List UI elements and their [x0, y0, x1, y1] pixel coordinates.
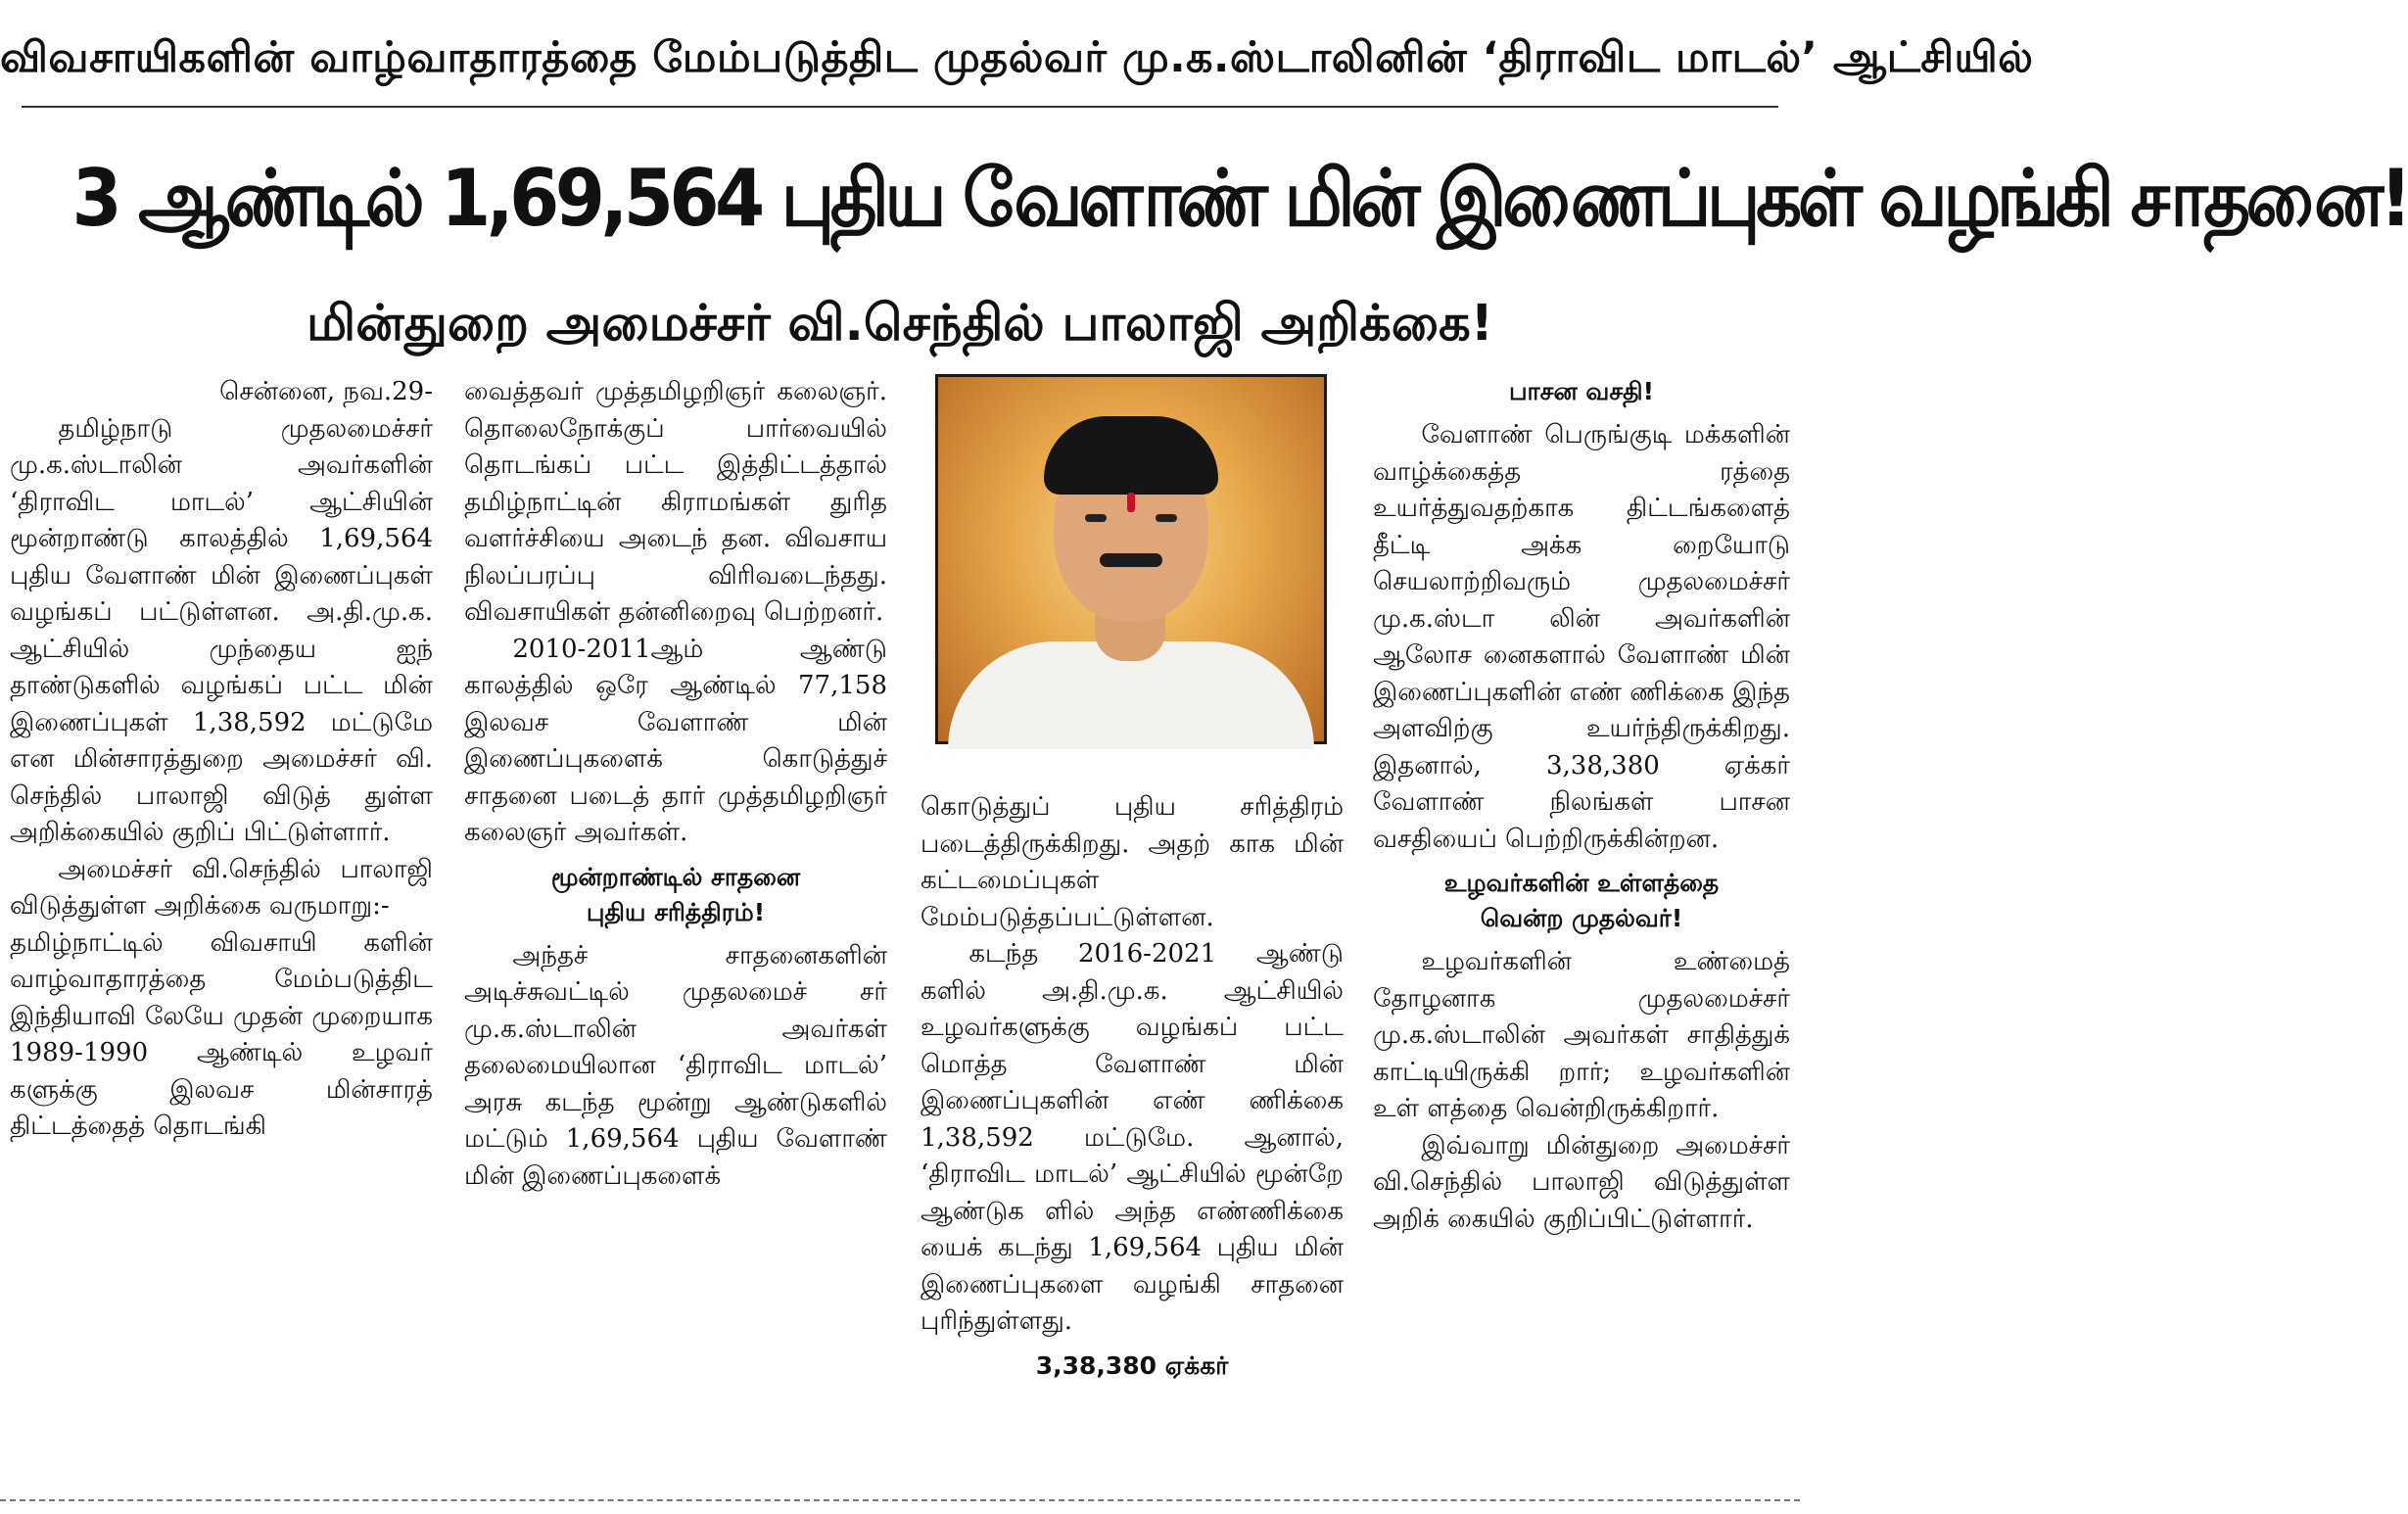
photo-hair: [1044, 416, 1218, 495]
paragraph: தமிழ்நாடு முதலமைச்சர் மு.க.ஸ்டாலின் அவர்களின் ‘திராவிட மாடல்’ ஆட்சியின் மூன்றாண்டு காலத்தில் 1,69,564 புதிய வேளாண் மின் இணைப்புகள் வழங்கப் பட்டுள்ளன. அ.தி.மு.க. ஆட்சியில் முந்தைய ஐந் தாண்டுகளில் வழங்கப் பட்ட மின் இணைப்புகள் 1,38,592 மட்டுமே என மின்சாரத்துறை அமைச்சர் வி. செந்தில் பாலாஜி விடுத் துள்ள அறிக்கையில் குறிப் பிட்டுள்ளார்.: [10, 413, 433, 847]
paragraph: தமிழ்நாட்டில் விவசாயி களின் வாழ்வாதாரத்தை மேம்படுத்திட இந்தியாவி லேயே முதன் முறையாக 1989-1990 ஆண்டில் உழவர் களுக்கு இலவச மின்சாரத் திட்டத்தைத் தொடங்கி: [10, 927, 433, 1141]
section-heading: 3,38,380 ஏக்கர்: [1035, 1350, 1229, 1380]
subheadline: மின்துறை அமைச்சர் வி.செந்தில் பாலாஜி அறிக்கை!: [307, 295, 1493, 353]
paragraph: வைத்தவர் முத்தமிழறிஞர் கலைஞர். தொலைநோக்குப் பார்வையில் தொடங்கப் பட்ட இத்திட்டத்தால் தமிழ்நாட்டின் கிராமங்கள் துரித வளர்ச்சியை அடைந் தன. விவசாய நிலப்பரப்பு விரிவடைந்தது. விவசாயிகள் தன்னிறைவு பெற்றனர்.: [464, 377, 887, 627]
paragraph: கடந்த 2016-2021 ஆண்டு களில் அ.தி.மு.க. ஆட்சியில் உழவர்களுக்கு வழங்கப் பட்ட மொத்த வேளாண் மின் இணைப்புகளின் எண் ணிக்கை 1,38,592 மட்டுமே. ஆனால், ‘திராவிட மாடல்’ ஆட்சியில் மூன்றே ஆண்டுக ளில் அந்த எண்ணிக்கை யைக் கடந்து 1,69,564 புதிய மின் இணைப்புகளை வழங்கி சாதனை புரிந்துள்ளது.: [921, 939, 1344, 1336]
paragraph: கொடுத்துப் புதிய சரித்திரம் படைத்திருக்கிறது. அதற் காக மின் கட்டமைப்புகள் மேம்படுத்தப்பட்டுள்ளன.: [921, 792, 1344, 932]
section-heading: பாசன வசதி!: [1508, 377, 1655, 405]
paragraph: அந்தச் சாதனைகளின் அடிச்சுவட்டில் முதலமைச் சர் மு.க.ஸ்டாலின் அவர்கள் தலைமையிலான ‘திராவிட மாடல்’ அரசு கடந்த மூன்று ஆண்டுகளில் மட்டும் 1,69,564 புதிய வேளாண் மின் இணைப்புகளைக்: [464, 940, 887, 1191]
dateline: சென்னை, நவ.29-: [219, 377, 433, 406]
paragraph: 2010-2011ஆம் ஆண்டு காலத்தில் ஒரே ஆண்டில் 77,158 இலவச வேளாண் மின் இணைப்புகளைக் கொடுத்துச் சாதனை படைத் தார் முத்தமிழறிஞர் கலைஞர் அவர்கள்.: [464, 634, 887, 847]
section-heading: உழவர்களின் உள்ளத்தை: [1443, 869, 1720, 897]
article-column-4: [1373, 374, 1790, 1498]
paragraph: அமைச்சர் வி.செந்தில் பாலாஜி விடுத்துள்ள அறிக்கை வருமாறு:-: [10, 854, 433, 921]
photo-eye: [1156, 514, 1177, 522]
bottom-divider: [0, 1499, 1800, 1501]
header-rule: [22, 106, 1778, 108]
section-heading: வென்ற முதல்வர்!: [1480, 904, 1683, 932]
article-column-1: [10, 374, 433, 1498]
section-heading: புதிய சரித்திரம்!: [586, 897, 766, 926]
photo-tilak: [1127, 493, 1135, 512]
paragraph: வேளாண் பெருங்குடி மக்களின் வாழ்க்கைத்த ரத்தை உயர்த்துவதற்காக திட்டங்களைத் தீட்டி அக்க றையோடு செயலாற்றிவரும் முதலமைச்சர் மு.க.ஸ்டா லின் அவர்களின் ஆலோச னைகளால் வேளாண் மின் இணைப்புகளின் எண் ணிக்கை இந்த அளவிற்கு உயர்ந்திருக்கிறது. இதனால், 3,38,380 ஏக்கர் வேளாண் நிலங்கள் பாசன வசதியைப் பெற்றிருக்கின்றன.: [1373, 420, 1790, 854]
article-column-3: [921, 789, 1344, 1498]
kicker-headline: விவசாயிகளின் வாழ்வாதாரத்தை மேம்படுத்திட முதல்வர் மு.க.ஸ்டாலினின் ‘திராவிட மாடல்’ ஆட்சியில்: [0, 33, 2034, 82]
main-headline: 3 ஆண்டில் 1,69,564 புதிய வேளாண் மின் இணைப்புகள் வழங்கி சாதனை!: [71, 153, 2408, 244]
minister-photo: [935, 374, 1327, 744]
section-heading: மூன்றாண்டில் சாதனை: [550, 862, 801, 891]
paragraph: இவ்வாறு மின்துறை அமைச்சர் வி.செந்தில் பாலாஜி விடுத்துள்ள அறிக் கையில் குறிப்பிட்டுள்ளார்.: [1373, 1130, 1790, 1234]
photo-eye: [1085, 514, 1107, 522]
paragraph: உழவர்களின் உண்மைத் தோழனாக முதலமைச்சர் மு.க.ஸ்டாலின் அவர்கள் சாதித்துக் காட்டியிருக்கி றார்; உழவர்களின் உள் ளத்தை வென்றிருக்கிறார்.: [1373, 947, 1790, 1123]
article-column-2: [464, 374, 887, 1498]
photo-moustache: [1100, 553, 1162, 567]
